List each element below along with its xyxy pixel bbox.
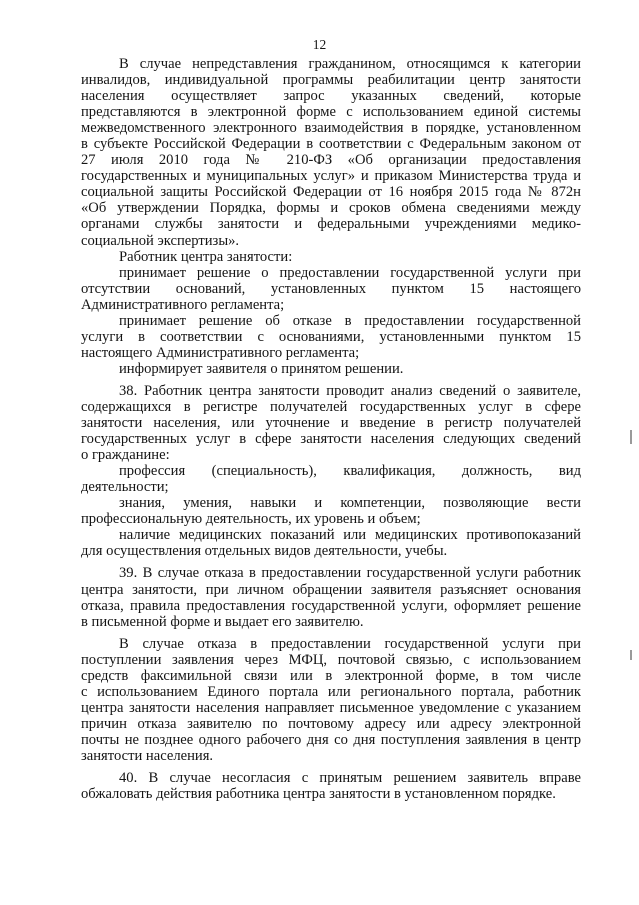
- text-line: Работник центра занятости:: [119, 248, 293, 265]
- text-line: «Об утверждении Порядка, формы и сроков обмена сведениями между: [81, 200, 581, 217]
- text-line: государственных и муниципальных услуг» и приказом Министерства труда и: [81, 168, 581, 185]
- text-line: о гражданине:: [81, 447, 170, 464]
- text-line: профессия (специальность), квалификация, должность, вид: [119, 463, 581, 480]
- text-line: населения осуществляет запрос указанных сведений, которые: [81, 88, 581, 105]
- text-line: 39. В случае отказа в предоставлении государственной услуги работник: [119, 565, 581, 582]
- scan-artifact: [630, 650, 632, 660]
- paragraph: [81, 56, 581, 249]
- text-line: представляются в электронной форме с использованием единой системы: [81, 104, 581, 121]
- text-line: для осуществления отдельных видов деятельности, учебы.: [81, 543, 448, 560]
- text-line: межведомственного электронного взаимодействия в порядке, установленном: [81, 120, 581, 137]
- text-line: средств факсимильной связи или в электронной форме, в том числе: [81, 667, 581, 684]
- text-line: содержащихся в регистре получателей государственных услуг в сфере: [81, 398, 581, 415]
- page-number: 12: [312, 37, 327, 52]
- paragraph: [81, 313, 581, 361]
- text-line: отказа, правила предоставления государственной услуги, оформляет решение: [81, 597, 581, 614]
- text-line: 38. Работник центра занятости проводит анализ сведений о заявителе,: [119, 382, 581, 399]
- text-line: занятости населения, или уточнение и введение в регистр получателей: [81, 415, 581, 432]
- text-line: в субъекте Российской Федерации в соответствии с Федеральным законом от: [81, 136, 581, 153]
- text-line: с использованием Единого портала или регионального портала, работник: [81, 683, 581, 700]
- text-line: наличие медицинских показаний или медицинских противопоказаний: [119, 527, 581, 544]
- text-line: органами службы занятости и федеральными учреждениями медико-: [81, 216, 581, 233]
- text-line: принимает решение о предоставлении государственной услуги при: [119, 264, 581, 281]
- paragraph: [81, 265, 581, 313]
- text-line: информирует заявителя о принятом решении.: [119, 360, 404, 377]
- text-line: услуги в соответствии с основаниями, установленными пунктом 15: [81, 328, 581, 345]
- paragraph: [81, 565, 581, 629]
- paragraph: [81, 249, 581, 265]
- text-line: инвалидов, индивидуальной программы реабилитации центр занятости: [81, 72, 581, 89]
- text-line: профессиональную деятельность, их уровень и объем;: [81, 511, 421, 528]
- text-line: В случае непредставления гражданином, относящимся к категории: [119, 56, 581, 72]
- text-line: деятельности;: [81, 479, 169, 496]
- text-line: Административного регламента;: [81, 296, 285, 313]
- text-line: 27 июля 2010 года № 210-ФЗ «Об организации предоставления: [81, 152, 581, 169]
- text-line: социальной экспертизы».: [81, 232, 240, 249]
- paragraph: [81, 383, 581, 463]
- text-line: социальной защиты Российской Федерации от 16 ноября 2015 года № 872н: [81, 184, 581, 201]
- paragraph: [81, 527, 581, 559]
- text-line: В случае отказа в предоставлении государственной услуги при: [119, 635, 581, 652]
- paragraph: [81, 770, 581, 802]
- text-line: в письменной форме и выдает его заявителю.: [81, 613, 364, 630]
- text-line: отсутствии оснований, установленных пунктом 15 настоящего: [81, 280, 581, 297]
- text-line: государственных услуг в сфере занятости населения следующих сведений: [81, 431, 581, 448]
- paragraph: [81, 463, 581, 495]
- text-line: обжаловать действия работника центра занятости в установленном порядке.: [81, 786, 556, 803]
- text-line: знания, умения, навыки и компетенции, позволяющие вести: [119, 495, 581, 512]
- text-line: центра занятости населения направляет письменное уведомление с указанием: [81, 699, 581, 716]
- text-line: 40. В случае несогласия с принятым решением заявитель вправе: [119, 770, 581, 787]
- scan-artifact: [630, 430, 632, 444]
- text-line: занятости населения.: [81, 747, 214, 764]
- text-line: принимает решение об отказе в предоставлении государственной: [119, 312, 581, 329]
- text-line: причин отказа заявителю по почтовому адресу или адресу электронной: [81, 715, 581, 732]
- text-line: настоящего Административного регламента;: [81, 344, 360, 361]
- text-line: поступлении заявления через МФЦ, почтовой связью, с использованием: [81, 651, 581, 668]
- text-line: почты не позднее одного рабочего дня со дня поступления заявления в центр: [81, 731, 581, 748]
- paragraph: [81, 361, 581, 377]
- text-line: центра занятости, при личном обращении заявителя разъясняет основания: [81, 581, 581, 598]
- paragraph: [81, 636, 581, 764]
- document-body: [81, 56, 581, 802]
- paragraph: [81, 495, 581, 527]
